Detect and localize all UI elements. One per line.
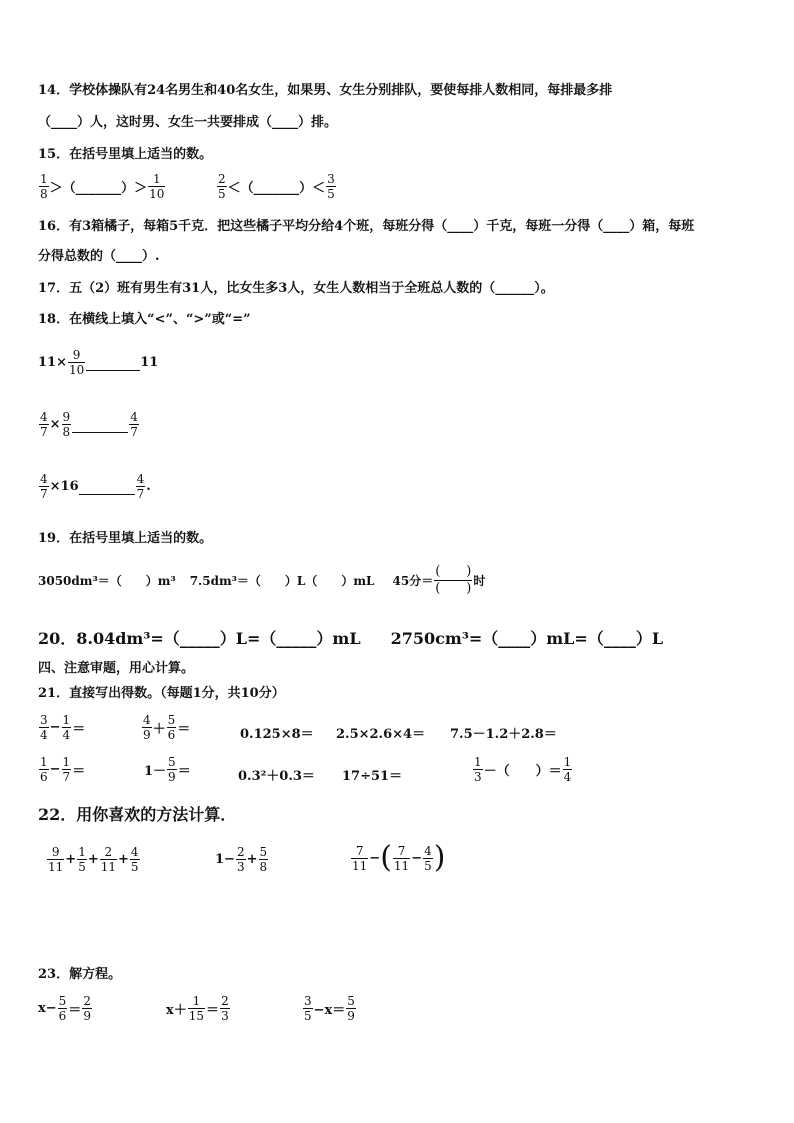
q19-title: 19．在括号里填上适当的数。 bbox=[38, 531, 213, 546]
q18-c-frac2: 4 7 bbox=[136, 472, 145, 501]
q23-eq2: x＋ 1 15 ＝ 2 3 bbox=[166, 994, 229, 1023]
q15-e2-frac1: 2 5 bbox=[218, 172, 226, 201]
q18-a-prefix: 11× bbox=[38, 355, 67, 370]
q18-b-op: × bbox=[49, 417, 61, 432]
q23-eq1: x− $\frac{5}{6}$ ＝ 2 9 bbox=[38, 994, 91, 1023]
q20-part1: 20．8.04dm³=（_____）L=（_____）mL bbox=[38, 629, 361, 648]
q16-line1: 16．有3箱橘子，每箱5千克．把这些橘子平均分给4个班，每班分得（____）千克，每班一分得（____）箱，每班 bbox=[38, 219, 695, 234]
q17-line: 17．五（2）班有男生有31人，比女生多3人，女生人数相当于全班总人数的（______）。 bbox=[38, 281, 554, 296]
q18-c-answer-line[interactable] bbox=[79, 479, 135, 495]
q21-r1-item1: 3 4 − $\frac{1}{4}$ ＝ bbox=[40, 713, 86, 742]
q18-title: 18．在横线上填入“<”、“>”或“=” bbox=[38, 312, 251, 327]
q23-title: 23．解方程。 bbox=[38, 967, 122, 982]
q19-part3-frac: ( ) ( ) bbox=[435, 564, 472, 596]
q18-c-op: ×16 bbox=[49, 479, 79, 494]
q15-expr1 bbox=[38, 172, 166, 201]
q21-r2-item4: 17÷51＝ bbox=[342, 769, 403, 784]
q19-row bbox=[38, 564, 485, 597]
q15-e2-mid: ＜（_______）＜ bbox=[227, 181, 326, 196]
q22-expr1: 9 11 + $\frac{1}{5}$ + $\frac{2}{11}$ + $\frac{4}{5}$ bbox=[48, 845, 139, 874]
q15-e1-frac2: 1 10 bbox=[149, 172, 165, 201]
q18-a-answer-line[interactable] bbox=[86, 355, 140, 371]
q18-b-frac3: 4 7 bbox=[130, 410, 138, 439]
q18-a-frac: $\frac{9}{10}$ bbox=[68, 348, 85, 377]
q18-row-b bbox=[38, 410, 140, 439]
q19-part1: 3050dm³＝（ ）m³ bbox=[38, 574, 176, 588]
q21-r1-item2: 4 9 ＋ 5 6 ＝ bbox=[143, 713, 191, 742]
q14-line2: （____）人，这时男、女生一共要排成（____）排。 bbox=[38, 115, 338, 130]
section4-title: 四、注意审题，用心计算。 bbox=[38, 661, 195, 676]
q21-r2-item5: 1 3 －（ ）＝ 1 4 bbox=[474, 755, 572, 784]
q18-b-answer-line[interactable] bbox=[72, 417, 128, 433]
q15-e1-frac1: 1 8 bbox=[40, 172, 48, 201]
q23-eq3: 3 5 −x＝ 5 9 bbox=[304, 994, 355, 1023]
q18-b-frac2: $\frac{9}{8}$ bbox=[62, 410, 71, 439]
q15-title: 15．在括号里填上适当的数。 bbox=[38, 147, 213, 162]
q15-e2-frac2: 3 5 bbox=[327, 172, 335, 201]
q19-part3-suffix: 时 bbox=[473, 574, 486, 588]
q22-title: 22．用你喜欢的方法计算． bbox=[38, 805, 237, 824]
q21-r2-item1: 1 6 − $\frac{1}{7}$ ＝ bbox=[40, 755, 86, 784]
q21-r1-item5: 7.5－1.2＋2.8＝ bbox=[450, 727, 557, 742]
q18-c-end: . bbox=[146, 479, 151, 494]
q18-row-a bbox=[38, 348, 158, 377]
q19-part2: 7.5dm³＝（ ）L（ ）mL bbox=[189, 574, 375, 588]
q21-r2-item2: 1－ 5 9 ＝ bbox=[144, 755, 191, 784]
q21-r2-item3: 0.3²＋0.3＝ bbox=[238, 769, 315, 784]
q18-a-suffix: 11 bbox=[140, 355, 159, 370]
q16-line2: 分得总数的（____）. bbox=[38, 249, 160, 264]
q15-expr2 bbox=[216, 172, 337, 201]
q20-part2: 2750cm³=（____）mL=（____）L bbox=[390, 629, 664, 648]
q22-expr2: 1− $\frac{2}{3}$ + $\frac{5}{8}$ bbox=[215, 845, 268, 874]
q20-row bbox=[38, 626, 663, 649]
q18-row-c bbox=[38, 472, 151, 501]
q22-expr3: 7 11 − ( 7 11 − $\frac{4}{5}$ ) bbox=[352, 840, 446, 875]
q18-b-frac1: $\frac{4}{7}$ bbox=[40, 410, 48, 439]
q21-r1-item4: 2.5×2.6×4＝ bbox=[336, 727, 426, 742]
q21-title: 21．直接写出得数。（每题1分，共10分） bbox=[38, 686, 285, 701]
q14-line1: 14．学校体操队有24名男生和40名女生，如果男、女生分别排队，要使每排人数相同，每排最多排 bbox=[38, 83, 613, 98]
q18-c-frac1: $\frac{4}{7}$ bbox=[40, 472, 48, 501]
q19-part3-prefix: 45分＝ bbox=[392, 574, 434, 588]
q15-e1-mid: ＞（_______）＞ bbox=[49, 181, 148, 196]
q21-r1-item3: 0.125×8＝ bbox=[240, 727, 314, 742]
